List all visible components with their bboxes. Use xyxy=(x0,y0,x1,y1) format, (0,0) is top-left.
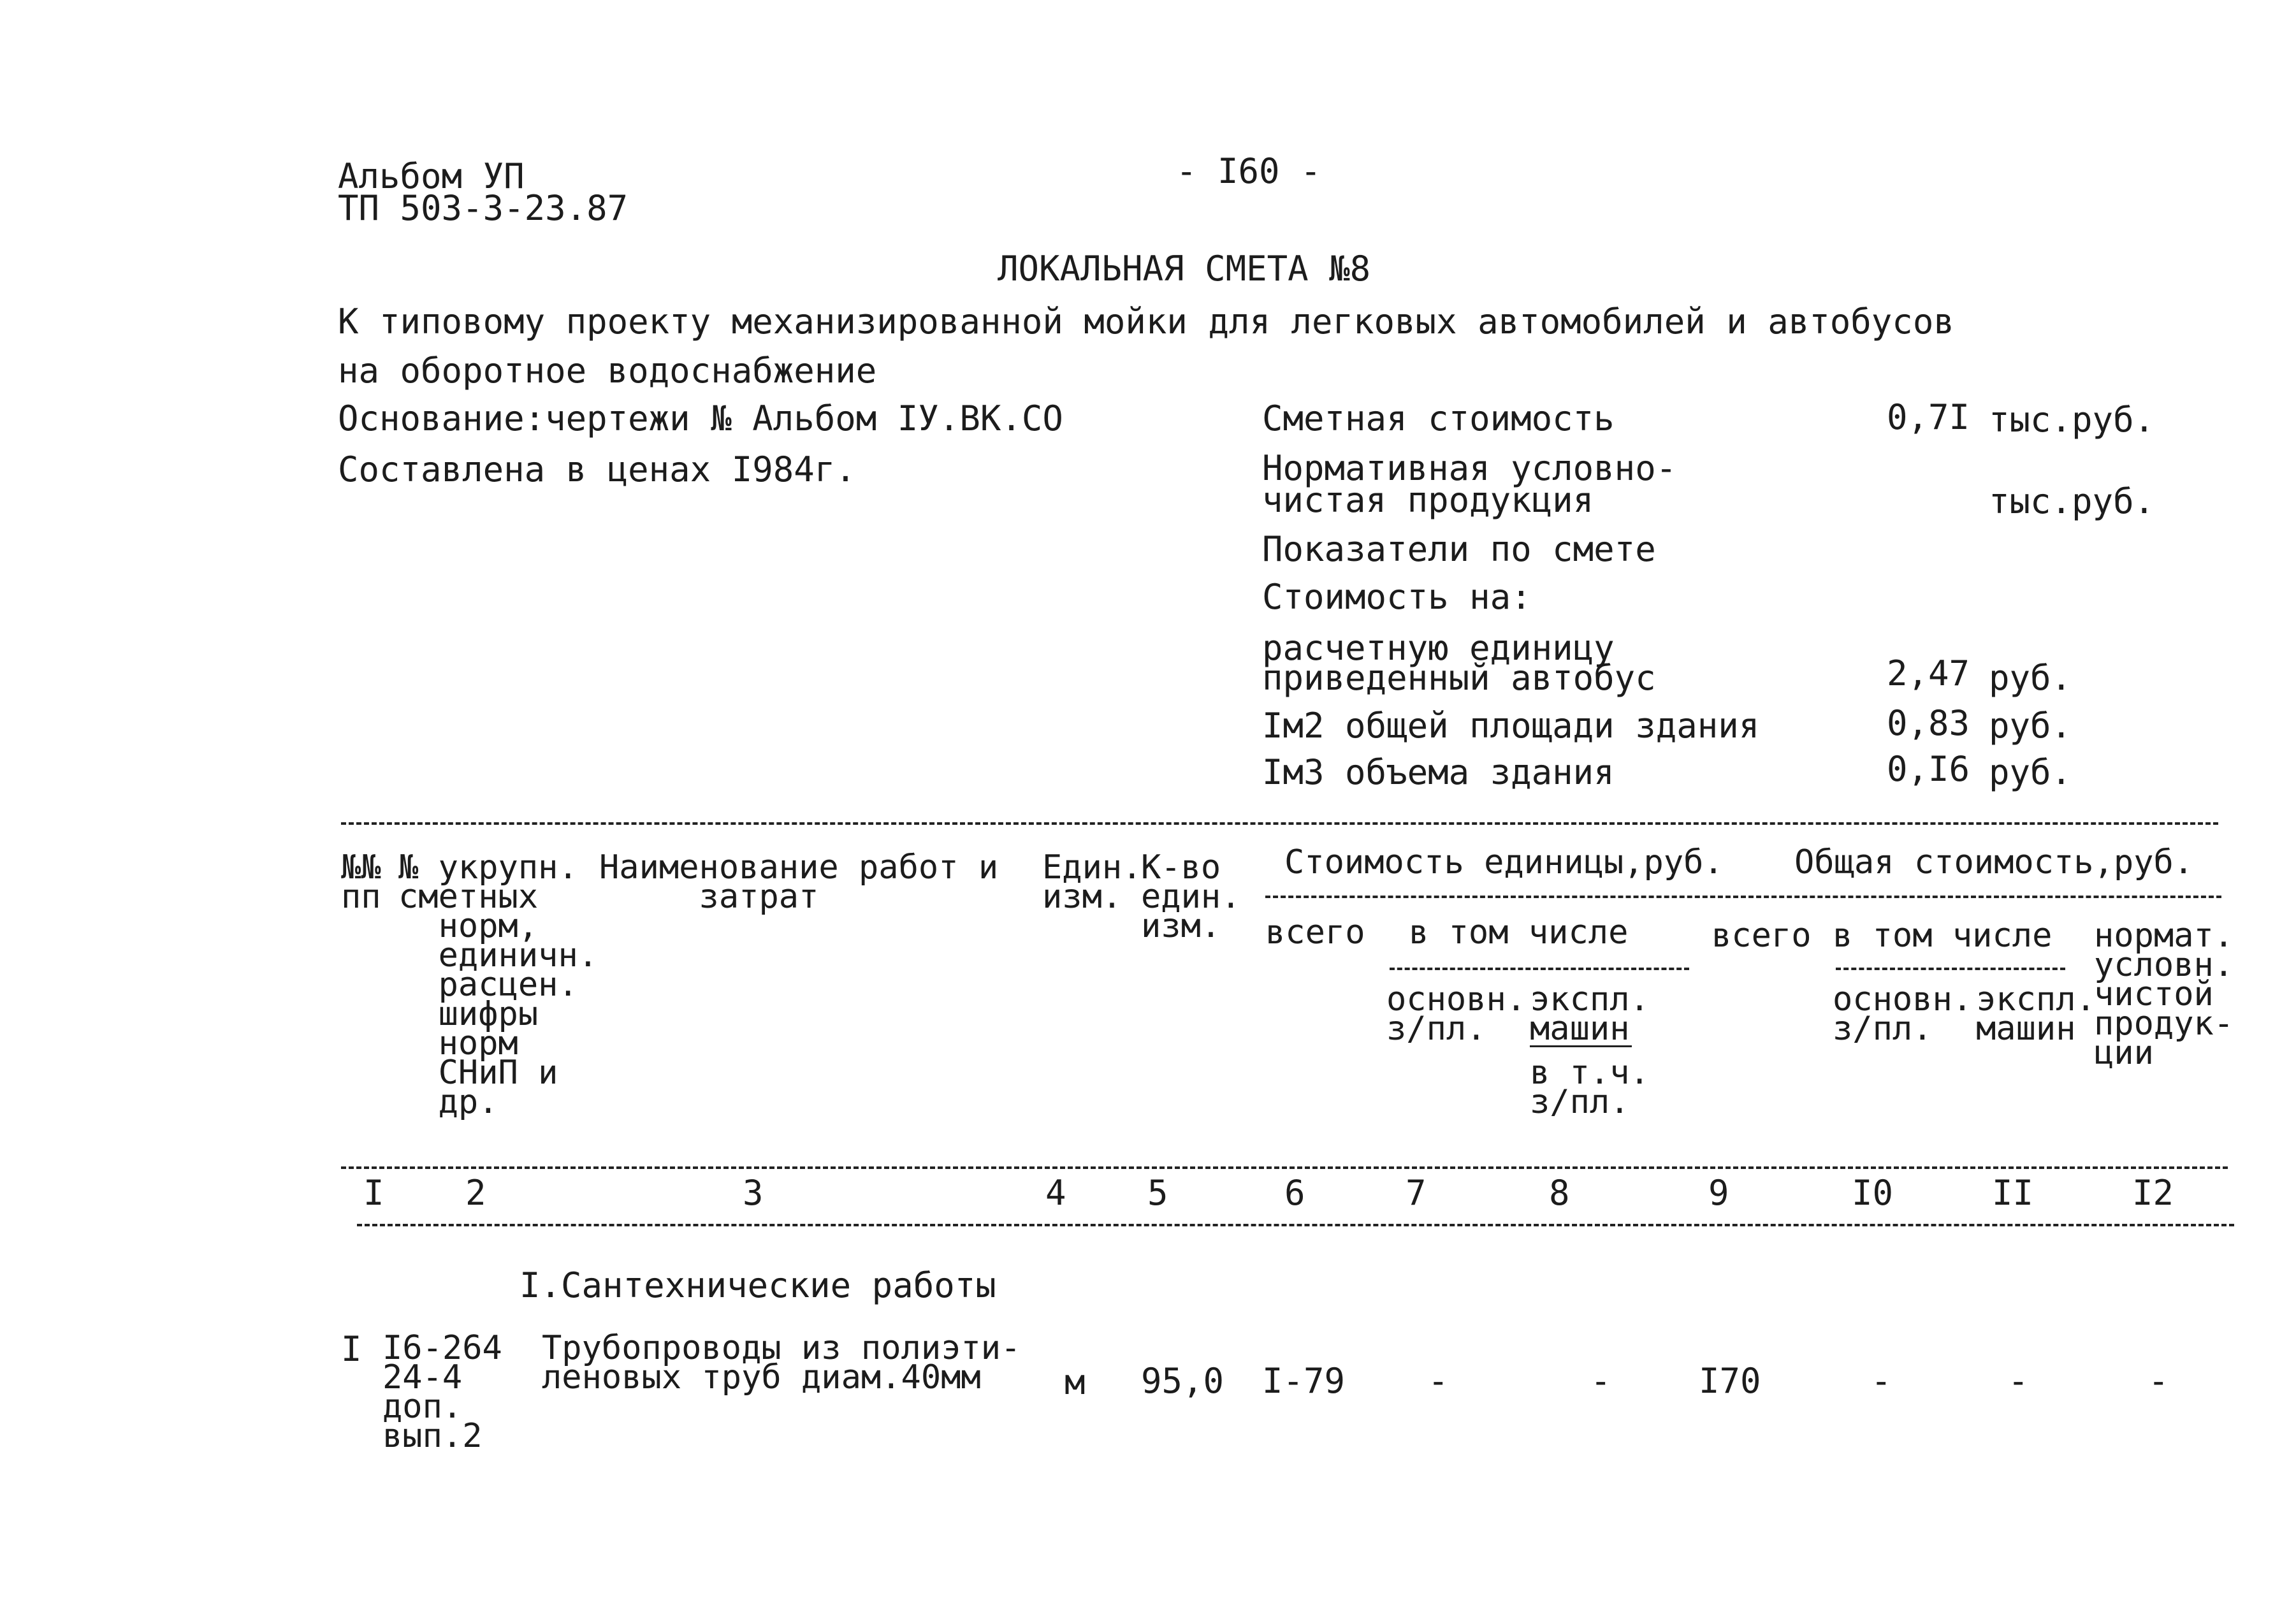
col-header-total: всего xyxy=(1711,917,1812,955)
normative-label-1: Нормативная условно- xyxy=(1262,448,1677,488)
machines-underline xyxy=(1530,1045,1632,1047)
subtitle-line-2: на оборотное водоснабжение xyxy=(338,351,877,391)
col-header-unit-incl: в том числе xyxy=(1409,913,1629,952)
per-m2-value: 0,83 xyxy=(1887,703,1970,743)
col-header-unit-machines-wage: в т.ч. з/пл. xyxy=(1530,1054,1650,1121)
total-cost-group-header: Общая стоимость,руб. xyxy=(1794,843,2194,882)
row-1-name: Трубопроводы из полиэти- леновых труб диам.40мм xyxy=(542,1329,1021,1397)
album-label: Альбом УП xyxy=(338,156,525,196)
prices-text: Составлена в ценах I984г. xyxy=(338,449,856,490)
basis-text: Основание:чертежи № Альбом IУ.ВК.СО xyxy=(338,398,1063,439)
column-number-12: I2 xyxy=(2132,1173,2174,1213)
per-m2-label: Iм2 общей площади здания xyxy=(1262,706,1760,746)
unit-incl-rule xyxy=(1390,968,1689,970)
row-1-unit: м xyxy=(1064,1362,1086,1402)
row-1-normative: - xyxy=(2148,1361,2169,1401)
column-number-9: 9 xyxy=(1708,1173,1729,1213)
column-number-3: 3 xyxy=(743,1173,764,1213)
per-unit-value: 2,47 xyxy=(1887,653,1970,693)
column-number-11: II xyxy=(1992,1173,2034,1213)
col-header-work-name: Наименование работ и затрат xyxy=(599,848,999,916)
per-m3-label: Iм3 объема здания xyxy=(1262,752,1615,792)
col-header-norm-code: № укрупн. сметных норм, единичн. расцен. шифры норм СНиП и др. xyxy=(398,848,599,1121)
table-top-rule xyxy=(341,822,2218,825)
row-1-unit-total: I-79 xyxy=(1262,1361,1346,1401)
col-header-unit-total: всего xyxy=(1265,913,1365,952)
page-number: - I60 - xyxy=(1176,151,1321,191)
normative-label-2: чистая продукция xyxy=(1262,480,1594,520)
column-number-6: 6 xyxy=(1284,1173,1305,1213)
normative-unit: тыс.руб. xyxy=(1989,481,2155,521)
per-unit-label-1: расчетную единицу xyxy=(1262,628,1615,668)
column-number-5: 5 xyxy=(1147,1173,1168,1213)
cost-label: Сметная стоимость xyxy=(1262,398,1615,439)
column-number-7: 7 xyxy=(1406,1173,1427,1213)
column-number-4: 4 xyxy=(1045,1173,1066,1213)
row-1-quantity: 95,0 xyxy=(1141,1361,1224,1401)
column-number-8: 8 xyxy=(1549,1173,1570,1213)
row-1-number: I xyxy=(341,1329,362,1369)
column-number-1: I xyxy=(363,1173,384,1213)
col-header-unit-machines: экспл. машин xyxy=(1530,980,1650,1048)
subtitle-line-1: К типовому проекту механизированной мойки для легковых автомобилей и автобусов xyxy=(338,301,1954,342)
indicators-label: Показатели по смете xyxy=(1262,529,1656,569)
group-header-rule xyxy=(1265,896,2221,898)
row-1-code: I6-264 24-4 доп. вып.2 xyxy=(382,1329,502,1455)
project-code: ТП 503-3-23.87 xyxy=(338,188,628,228)
per-unit-unit: руб. xyxy=(1989,658,2072,698)
col-header-normative: нормат. условн. чистой продук- ции xyxy=(2094,917,2234,1072)
per-unit-label-2: приведенный автобус xyxy=(1262,658,1656,698)
document-title: ЛОКАЛЬНАЯ СМЕТА №8 xyxy=(998,249,1371,289)
col-header-number: №№ пп xyxy=(341,848,381,916)
per-m3-value: 0,I6 xyxy=(1887,749,1970,789)
row-1-unit-wage: - xyxy=(1428,1361,1449,1401)
per-m2-unit: руб. xyxy=(1989,706,2072,746)
row-1-unit-machines: - xyxy=(1590,1361,1611,1401)
col-header-unit: Един. изм. xyxy=(1042,848,1142,916)
header-bottom-rule xyxy=(341,1166,2228,1169)
row-1-total-wage: - xyxy=(1871,1361,1892,1401)
row-1-total: I70 xyxy=(1699,1361,1761,1401)
cost-on-label: Стоимость на: xyxy=(1262,577,1532,617)
col-header-unit-wage: основн. з/пл. xyxy=(1386,980,1527,1048)
section-title: I.Сантехнические работы xyxy=(520,1265,996,1305)
row-1-total-machines: - xyxy=(2008,1361,2029,1401)
column-number-10: I0 xyxy=(1852,1173,1894,1213)
col-header-quantity: К-во един. изм. xyxy=(1141,848,1241,945)
column-number-2: 2 xyxy=(465,1173,486,1213)
unit-cost-group-header: Стоимость единицы,руб. xyxy=(1284,843,1724,882)
total-incl-rule xyxy=(1836,968,2065,970)
cost-unit: тыс.руб. xyxy=(1989,400,2155,440)
column-numbers-bottom-rule xyxy=(357,1224,2234,1226)
col-header-total-machines: экспл. машин xyxy=(1976,980,2096,1048)
col-header-total-incl: в том числе xyxy=(1833,917,2053,955)
per-m3-unit: руб. xyxy=(1989,752,2072,792)
cost-value: 0,7I xyxy=(1887,397,1970,437)
col-header-total-wage: основн. з/пл. xyxy=(1833,980,1973,1048)
